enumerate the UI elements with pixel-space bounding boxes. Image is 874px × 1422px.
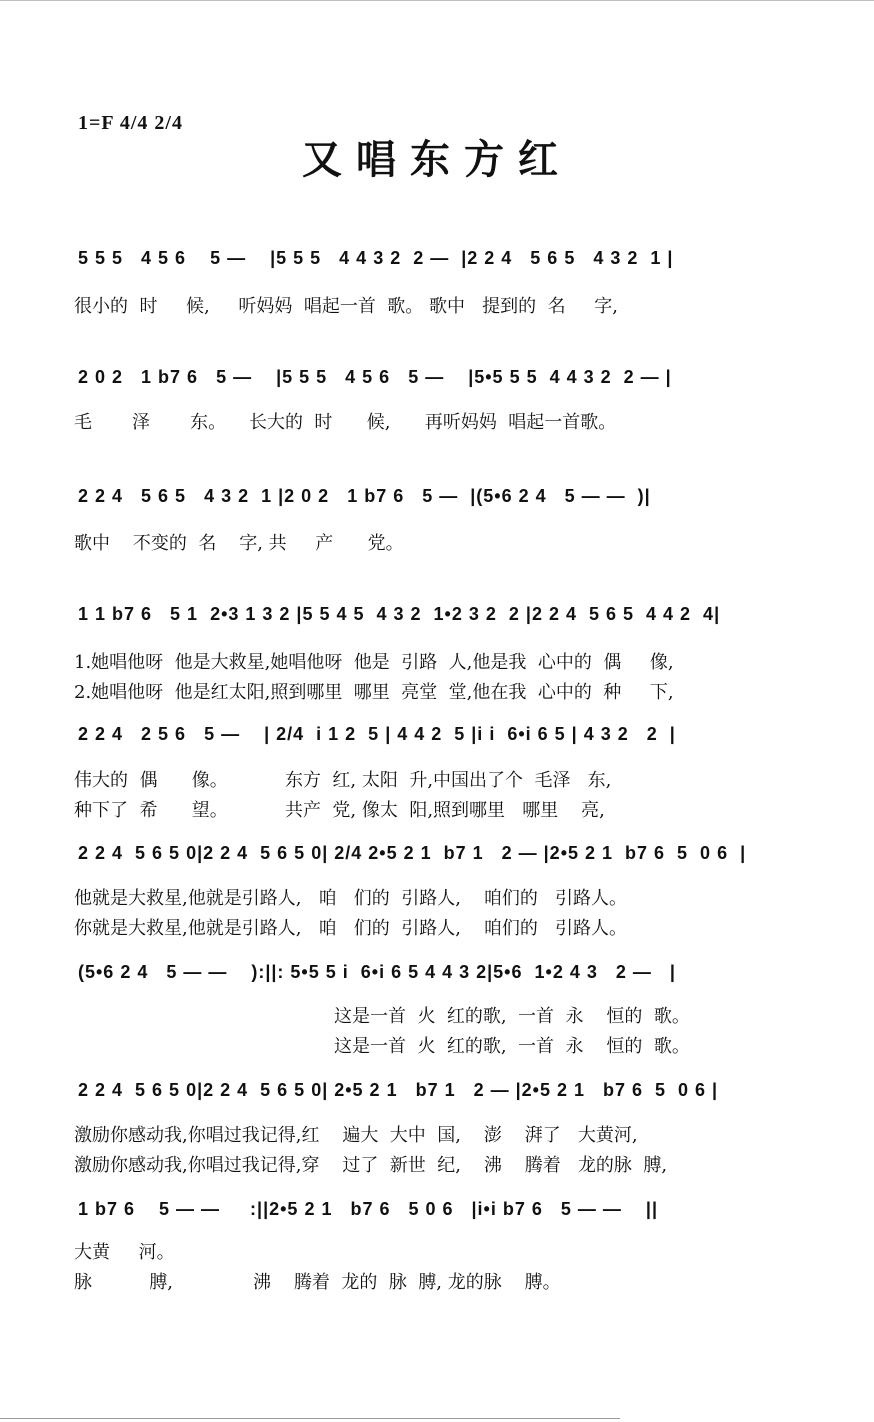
notation-line-3: 2 2 4 5 6 5 4 3 2 1 |2 0 2 1 b7 6 5 — |(5•6 2 4 5 — — )|: [78, 486, 651, 506]
notation-line-1: 5 5 5 4 5 6 5 — |5 5 5 4 4 3 2 2 — |2 2 4 5 6 5 4 3 2 1 |: [78, 248, 674, 268]
bottom-rule: [0, 1418, 620, 1419]
lyric-line-7-verse-2: 这是一首 火 红的歌, 一首 永 恒的 歌。: [334, 1036, 690, 1057]
lyric-line-1: 很小的 时 候, 听妈妈 唱起一首 歌。 歌中 提到的 名 字,: [74, 296, 618, 317]
lyric-line-5-verse-2: 种下了 希 望。 共产 党, 像太 阳,照到哪里 哪里 亮,: [74, 800, 605, 821]
lyric-line-6-verse-1: 他就是大救星,他就是引路人, 咱 们的 引路人, 咱们的 引路人。: [74, 888, 627, 909]
lyric-line-8-verse-2: 激励你感动我,你唱过我记得,穿 过了 新世 纪, 沸 腾着 龙的脉 膊,: [74, 1155, 668, 1176]
key-signature: 1=F 4/4 2/4: [78, 112, 183, 134]
notation-line-8: 2 2 4 5 6 5 0|2 2 4 5 6 5 0| 2•5 2 1 b7 1 2 — |2•5 2 1 b7 6 5 0 6 |: [78, 1080, 719, 1100]
lyric-line-9-verse-2: 脉 膊, 沸 腾着 龙的 脉 膊, 龙的脉 膊。: [74, 1272, 561, 1293]
lyric-line-4-verse-1: 1.她唱他呀 他是大救星,她唱他呀 他是 引路 人,他是我 心中的 偶 像,: [74, 652, 674, 673]
lyric-line-9-verse-1: 大黄 河。: [74, 1242, 175, 1263]
lyric-line-5-verse-1: 伟大的 偶 像。 东方 红, 太阳 升,中国出了个 毛泽 东,: [74, 770, 612, 791]
notation-line-7: (5•6 2 4 5 — — ):||: 5•5 5 i 6•i 6 5 4 4 3 2|5•6 1•2 4 3 2 — |: [78, 962, 676, 982]
notation-line-9: 1 b7 6 5 — — :||2•5 2 1 b7 6 5 0 6 |i•i b7 6 5 — — ||: [78, 1199, 658, 1219]
song-title: 又唱东方红: [302, 136, 572, 183]
lyric-line-4-verse-2: 2.她唱他呀 他是红太阳,照到哪里 哪里 亮堂 堂,他在我 心中的 种 下,: [74, 682, 674, 703]
lyric-line-3: 歌中 不变的 名 字, 共 产 党。: [74, 533, 404, 554]
lyric-line-8-verse-1: 激励你感动我,你唱过我记得,红 遍大 大中 国, 澎 湃了 大黄河,: [74, 1125, 638, 1146]
notation-line-2: 2 0 2 1 b7 6 5 — |5 5 5 4 5 6 5 — |5•5 5 5 4 4 3 2 2 — |: [78, 367, 672, 387]
lyric-line-6-verse-2: 你就是大救星,他就是引路人, 咱 们的 引路人, 咱们的 引路人。: [74, 918, 627, 939]
lyric-line-2: 毛 泽 东。 长大的 时 候, 再听妈妈 唱起一首歌。: [74, 412, 617, 433]
notation-line-5: 2 2 4 2 5 6 5 — | 2/4 i 1 2 5 | 4 4 2 5 |i i 6•i 6 5 | 4 3 2 2 |: [78, 724, 676, 744]
notation-line-6: 2 2 4 5 6 5 0|2 2 4 5 6 5 0| 2/4 2•5 2 1 b7 1 2 — |2•5 2 1 b7 6 5 0 6 |: [78, 843, 747, 863]
notation-line-4: 1 1 b7 6 5 1 2•3 1 3 2 |5 5 4 5 4 3 2 1•2 3 2 2 |2 2 4 5 6 5 4 4 2 4|: [78, 604, 721, 624]
top-rule: [0, 0, 874, 1]
lyric-line-7-verse-1: 这是一首 火 红的歌, 一首 永 恒的 歌。: [334, 1006, 690, 1027]
